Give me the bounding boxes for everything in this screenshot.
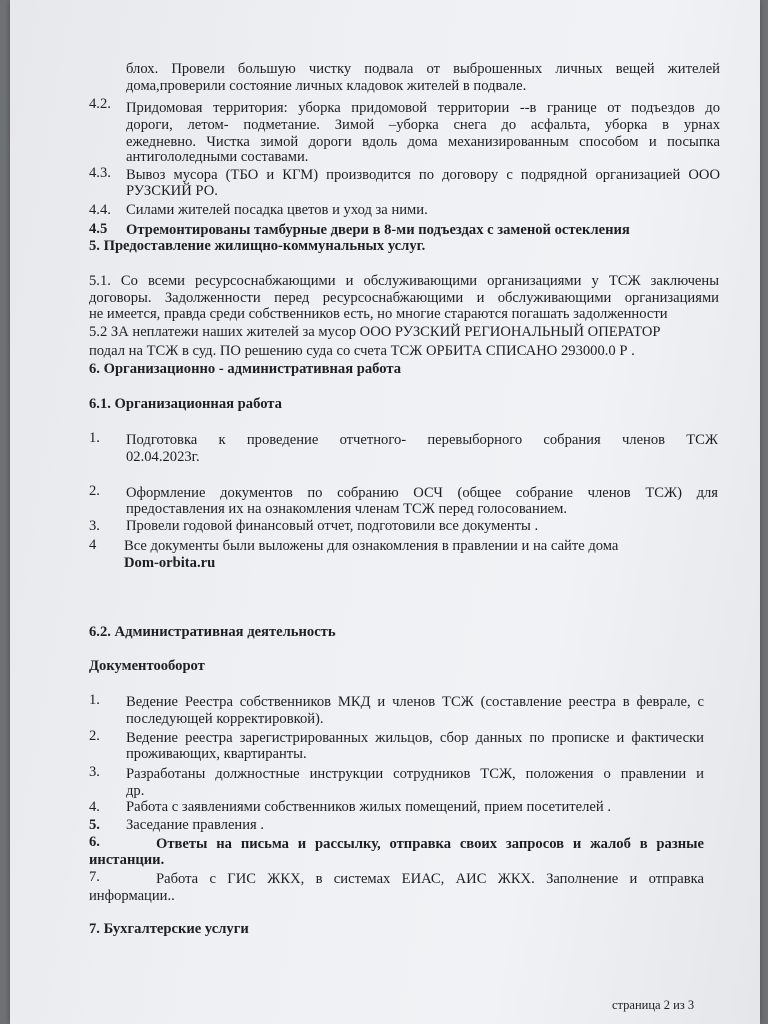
adm-item-3-line1: Разработаны должностные инструкции сотрудников ТСЖ, положения о правлении и bbox=[126, 766, 704, 782]
para-4-1-cont-line1: блох. Провели большую чистку подвала от выброшенных личных вещей жителей bbox=[126, 61, 720, 77]
adm-item-2-line2: проживающих, квартиранты. bbox=[126, 746, 307, 762]
para-4-1-cont-line2: дома,проверили состояние личных кладовок жителей в подвале. bbox=[126, 78, 527, 94]
para-4-4-text: Силами жителей посадка цветов и уход за ними. bbox=[126, 202, 428, 218]
section-6-heading: 6. Организационно - административная работа bbox=[89, 361, 402, 377]
adm-item-4-line1: Работа с заявлениями собственников жилых помещений, прием посетителей . bbox=[126, 799, 612, 815]
adm-item-5-line1: Заседание правления . bbox=[126, 817, 265, 833]
adm-item-7-line2: информации.. bbox=[89, 888, 175, 904]
subsection-6-2-heading: 6.2. Административная деятельность bbox=[89, 624, 336, 640]
para-5-1-line3: не имеется, правда среди собственников есть, но многие стараются погашать задолженности bbox=[89, 306, 668, 322]
adm-item-6-line2: инстанции. bbox=[89, 852, 165, 868]
para-4-2-number: 4.2. bbox=[89, 96, 111, 112]
para-4-2-line1: Придомовая территория: уборка придомовой территории --в границе от подъездов до bbox=[126, 100, 720, 116]
adm-item-1-number: 1. bbox=[89, 692, 100, 708]
adm-item-2-number: 2. bbox=[89, 728, 100, 744]
para-4-3-number: 4.3. bbox=[89, 165, 111, 181]
para-4-4-number: 4.4. bbox=[89, 202, 111, 218]
para-5-1-line1: 5.1. Со всеми ресурсоснабжающими и обслуживающими организациями у ТСЖ заключены bbox=[89, 273, 719, 289]
para-4-2-line2: дороги, летом- подметание. Зимой –уборка снега до асфальта, уборка в урнах bbox=[126, 117, 720, 133]
org-item-2-line2: предоставления их на ознакомления членам ТСЖ перед голосованием. bbox=[126, 501, 567, 517]
section-7-heading: 7. Бухгалтерские услуги bbox=[89, 921, 249, 937]
org-item-2-number: 2. bbox=[89, 483, 100, 499]
adm-item-1-line2: последующей корректировкой). bbox=[126, 711, 324, 727]
org-item-4-number: 4 bbox=[89, 537, 97, 553]
adm-item-7-line1: Работа с ГИС ЖКХ, в системах ЕИАС, АИС ЖКХ. Заполнение и отправка bbox=[156, 871, 704, 887]
para-5-2-line1: 5.2 ЗА неплатежи наших жителей за мусор ООО РУЗСКИЙ РЕГИОНАЛЬНЫЙ ОПЕРАТОР bbox=[89, 324, 661, 340]
document-page bbox=[10, 0, 760, 1024]
org-item-4-site: Dom-orbita.ru bbox=[124, 555, 216, 571]
adm-item-7-number: 7. bbox=[89, 869, 100, 885]
org-item-3-line1: Провели годовой финансовый отчет, подготовили все документы . bbox=[126, 518, 539, 534]
para-4-5-text: Отремонтированы тамбурные двери в 8-ми подъездах с заменой остекления bbox=[126, 222, 630, 238]
adm-item-5-number: 5. bbox=[89, 817, 100, 833]
org-item-1-line2: 02.04.2023г. bbox=[126, 449, 200, 465]
para-4-2-line4: антигололедными составами. bbox=[126, 149, 309, 165]
org-item-3-number: 3. bbox=[89, 518, 100, 534]
para-4-3-line1: Вывоз мусора (ТБО и КГМ) производится по договору с подрядной организацией ООО bbox=[126, 167, 720, 183]
page-number: страница 2 из 3 bbox=[612, 998, 695, 1012]
para-5-2-line2: подал на ТСЖ в суд. ПО решению суда со счета ТСЖ ОРБИТА СПИСАНО 293000.0 Р . bbox=[89, 343, 635, 359]
adm-item-1-line1: Ведение Реестра собственников МКД и членов ТСЖ (составление реестра в феврале, с bbox=[126, 694, 704, 710]
subsection-6-1-heading: 6.1. Организационная работа bbox=[89, 396, 282, 412]
para-5-1-line2: договоры. Задолженности перед ресурсоснабжающими и обслуживающими организациями bbox=[89, 290, 719, 306]
org-item-4-line1: Все документы были выложены для ознакомления в правлении и на сайте дома bbox=[124, 538, 619, 554]
para-4-3-line2: РУЗСКИЙ РО. bbox=[126, 183, 218, 199]
docflow-heading: Документооборот bbox=[89, 658, 205, 674]
org-item-1-number: 1. bbox=[89, 430, 100, 446]
adm-item-6-line1: Ответы на письма и рассылку, отправка своих запросов и жалоб в разные bbox=[156, 836, 704, 852]
para-4-5-number: 4.5 bbox=[89, 221, 108, 237]
adm-item-2-line1: Ведение реестра зарегистрированных жильцов, сбор данных по прописке и фактически bbox=[126, 730, 704, 746]
org-item-2-line1: Оформление документов по собранию ОСЧ (общее собрание членов ТСЖ) для bbox=[126, 485, 718, 501]
adm-item-4-number: 4. bbox=[89, 799, 100, 815]
adm-item-3-line2: др. bbox=[126, 783, 145, 799]
adm-item-6-number: 6. bbox=[89, 834, 100, 850]
org-item-1-line1: Подготовка к проведение отчетного- перевыборного собрания членов ТСЖ bbox=[126, 432, 718, 448]
adm-item-3-number: 3. bbox=[89, 764, 100, 780]
section-5-heading: 5. Предоставление жилищно-коммунальных услуг. bbox=[89, 238, 426, 254]
para-4-2-line3: ежедневно. Чистка зимой дороги вдоль дома механизированным способом и посыпка bbox=[126, 134, 720, 150]
